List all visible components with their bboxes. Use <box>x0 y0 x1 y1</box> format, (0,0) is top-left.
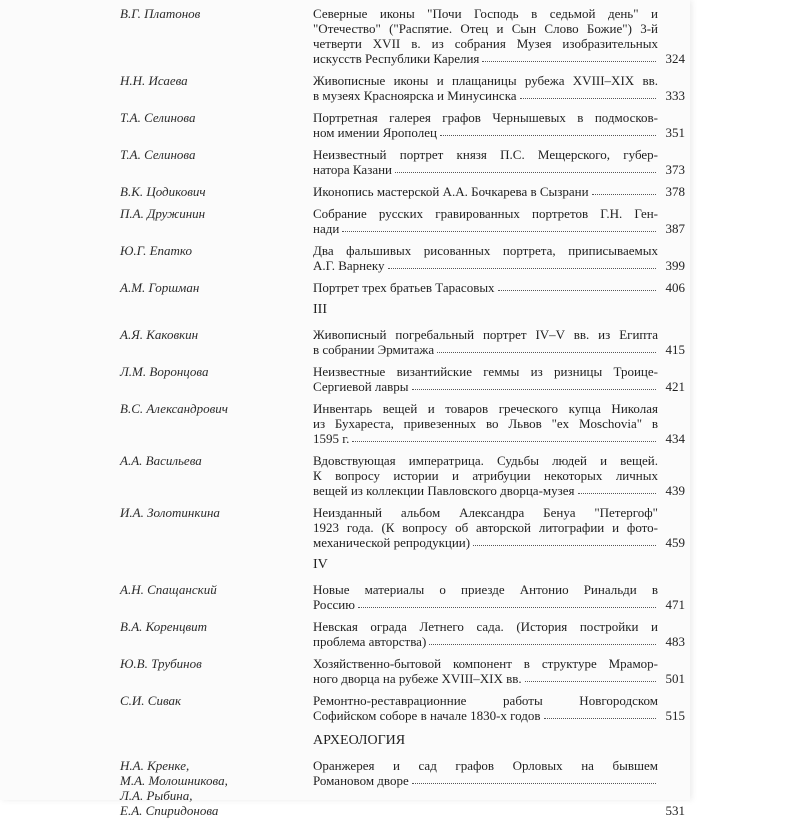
title-last-line <box>313 51 658 66</box>
title-line: 1595 г. <box>313 431 350 446</box>
page-number: 351 <box>665 125 685 140</box>
title-line: А.Г. Варнеку <box>313 258 385 273</box>
title-line: Портретная галерея графов Чернышевых в подмосков- <box>313 110 658 125</box>
title-last-line <box>313 280 658 295</box>
title-last-line <box>313 597 658 612</box>
author-name: В.С. Александрович <box>120 401 228 416</box>
author-name: С.И. Сивак <box>120 693 182 708</box>
toc-entry-title <box>313 327 658 357</box>
author-name: Ю.Г. Епатко <box>120 243 193 258</box>
toc-entry[interactable] <box>120 582 685 612</box>
dot-leader <box>473 545 656 546</box>
author-name: А.М. Горшман <box>120 280 200 295</box>
title-last-line <box>313 671 658 686</box>
page-number: 415 <box>665 342 685 357</box>
toc-entry-title <box>313 401 658 446</box>
dot-leader <box>388 268 657 269</box>
page-number: 378 <box>665 184 685 199</box>
title-line: Живописные иконы и плащаницы рубежа XVIII–XIX вв. <box>313 73 658 88</box>
toc-entry[interactable] <box>120 110 685 140</box>
dot-leader <box>578 493 656 494</box>
page-number: 324 <box>665 51 685 66</box>
author-name: А.Н. Спащанский <box>120 582 217 597</box>
title-line: Неизвестный портрет князя П.С. Мещерского, губер- <box>313 147 658 162</box>
dot-leader <box>429 644 656 645</box>
page-number: 483 <box>665 634 685 649</box>
toc-entry-title <box>313 184 658 199</box>
dot-leader <box>520 98 656 99</box>
toc-entry[interactable] <box>120 280 685 295</box>
page-number: 387 <box>665 221 685 236</box>
title-last-line <box>313 634 658 649</box>
title-line: "Отечество" ("Распятие. Отец и Сын Слово Божие") 3-й <box>313 21 658 36</box>
author-name: Н.А. Кренке, <box>120 758 190 773</box>
title-line: в собрании Эрмитажа <box>313 342 435 357</box>
page-number: 373 <box>665 162 685 177</box>
page-number: 459 <box>665 535 685 550</box>
toc-entry-authors <box>120 619 313 649</box>
author-name: Е.А. Спиридонова <box>120 803 219 818</box>
toc-entry[interactable] <box>120 147 685 177</box>
title-line: Иконопись мастерской А.А. Бочкарева в Сызрани <box>313 184 589 199</box>
toc-entry[interactable] <box>120 619 685 649</box>
title-line: в музеях Красноярска и Минусинска <box>313 88 517 103</box>
section-heading: АРХЕОЛОГИЯ <box>313 733 406 748</box>
toc-entry-authors <box>120 758 313 818</box>
title-last-line <box>313 88 658 103</box>
dot-leader <box>592 194 656 195</box>
toc-entry-authors <box>120 147 313 177</box>
author-name: Л.М. Воронцова <box>120 364 209 379</box>
toc-entry[interactable] <box>120 327 685 357</box>
toc-entry[interactable] <box>120 243 685 273</box>
section-heading: IV <box>313 557 328 572</box>
page-number: 515 <box>665 708 685 723</box>
title-line: Новые материалы о приезде Антонио Ринальди в <box>313 582 658 597</box>
toc-entry-authors <box>120 243 313 273</box>
dot-leader <box>412 389 656 390</box>
toc-entry-authors <box>120 693 313 723</box>
toc-entry-title <box>313 619 658 649</box>
title-line: Портрет трех братьев Тарасовых <box>313 280 495 295</box>
toc-entry-authors <box>120 184 313 199</box>
title-last-line <box>313 483 658 498</box>
page-number: 434 <box>665 431 685 446</box>
title-last-line <box>313 258 658 273</box>
section-heading: III <box>313 302 327 317</box>
toc-entry-title <box>313 206 658 236</box>
title-last-line <box>313 184 658 199</box>
toc-entry-authors <box>120 110 313 140</box>
page-number: 406 <box>665 280 685 295</box>
toc-entry-authors <box>120 364 313 394</box>
toc-entry[interactable] <box>120 758 685 818</box>
author-name: И.А. Золотинкина <box>120 505 220 520</box>
title-line: ного дворца на рубеже XVIII–XIX вв. <box>313 671 522 686</box>
dot-leader <box>525 681 656 682</box>
page-number: 333 <box>665 88 685 103</box>
dot-leader <box>395 172 656 173</box>
title-last-line <box>313 125 658 140</box>
title-last-line <box>313 379 658 394</box>
title-line: вещей из коллекции Павловского дворца-музея <box>313 483 575 498</box>
title-line: механической репродукции) <box>313 535 471 550</box>
title-line: Романовом дворе <box>313 773 409 788</box>
title-line: Невская ограда Летнего сада. (История постройки и <box>313 619 658 634</box>
author-name: А.А. Васильева <box>120 453 202 468</box>
author-name: В.К. Цодикович <box>120 184 206 199</box>
table-of-contents <box>120 6 685 825</box>
title-last-line <box>313 708 658 723</box>
title-last-line <box>313 342 658 357</box>
toc-entry[interactable] <box>120 364 685 394</box>
title-line: четверти XVII в. из собрания Музея изобразительных <box>313 36 658 51</box>
toc-entry[interactable] <box>120 693 685 723</box>
title-last-line <box>313 221 658 236</box>
title-last-line <box>313 162 658 177</box>
page-number: 471 <box>665 597 685 612</box>
dot-leader <box>440 135 656 136</box>
title-line: Ремонтно-реставрационние работы Новгородском <box>313 693 658 708</box>
author-name: М.А. Молошникова, <box>120 773 228 788</box>
dot-leader <box>342 231 656 232</box>
dot-leader <box>358 607 656 608</box>
toc-entry-authors <box>120 327 313 357</box>
toc-entry-title <box>313 73 658 103</box>
title-line: Собрание русских гравированных портретов Г.Н. Ген- <box>313 206 658 221</box>
toc-entry-authors <box>120 505 313 550</box>
toc-entry-authors <box>120 453 313 498</box>
toc-entry-title <box>313 453 658 498</box>
author-name: В.А. Коренцвит <box>120 619 208 634</box>
page-number: 501 <box>665 671 685 686</box>
title-line: из Бухареста, привезенных во Львов "ex Moschovia" в <box>313 416 658 431</box>
title-line: 1923 года. (К вопросу об авторской литографии и фото- <box>313 520 658 535</box>
title-line: Софийском соборе в начале 1830-х годов <box>313 708 541 723</box>
author-name: Ю.В. Трубинов <box>120 656 202 671</box>
dot-leader <box>544 718 656 719</box>
toc-entry-title <box>313 243 658 273</box>
toc-entry-title <box>313 656 658 686</box>
toc-entry-title <box>313 582 658 612</box>
toc-entry-title <box>313 147 658 177</box>
toc-entry-title <box>313 110 658 140</box>
title-line: Инвентарь вещей и товаров греческого купца Николая <box>313 401 658 416</box>
author-name: Т.А. Селинова <box>120 147 196 162</box>
dot-leader <box>482 61 656 62</box>
toc-entry[interactable] <box>120 73 685 103</box>
author-name: В.Г. Платонов <box>120 6 201 21</box>
title-line: искусств Республики Карелия <box>313 51 480 66</box>
toc-entry-authors <box>120 401 313 446</box>
title-last-line <box>313 773 658 788</box>
toc-entry[interactable] <box>120 656 685 686</box>
author-name: П.А. Дружинин <box>120 206 206 221</box>
title-line: Хозяйственно-бытовой компонент в структуре Мрамор- <box>313 656 658 671</box>
title-line: Два фальшивых рисованных портрета, приписываемых <box>313 243 658 258</box>
title-line: Сергиевой лавры <box>313 379 409 394</box>
author-name: Л.А. Рыбина, <box>120 788 193 803</box>
title-line: Северные иконы "Почи Господь в седьмой день" и <box>313 6 658 21</box>
toc-entry[interactable] <box>120 453 685 498</box>
author-name: Н.Н. Исаева <box>120 73 188 88</box>
title-line: Неизданный альбом Александра Бенуа "Петергоф" <box>313 505 658 520</box>
toc-entry-title <box>313 693 658 723</box>
title-line: Неизвестные византийские геммы из ризницы Троице- <box>313 364 658 379</box>
dot-leader <box>352 441 656 442</box>
toc-entry[interactable] <box>120 6 685 66</box>
toc-entry-authors <box>120 73 313 103</box>
toc-entry[interactable] <box>120 505 685 550</box>
title-line: проблема авторства) <box>313 634 427 649</box>
page-number: 421 <box>665 379 685 394</box>
title-line: Оранжерея и сад графов Орловых на бывшем <box>313 758 658 773</box>
title-line: Живописный погребальный портрет IV–V вв. из Египта <box>313 327 658 342</box>
dot-leader <box>437 352 656 353</box>
page-number: 399 <box>665 258 685 273</box>
title-line: нади <box>313 221 340 236</box>
toc-entry-authors <box>120 656 313 686</box>
dot-leader <box>412 783 656 784</box>
toc-entry[interactable] <box>120 206 685 236</box>
toc-entry-authors <box>120 206 313 236</box>
toc-entry-title <box>313 758 658 818</box>
toc-entry-authors <box>120 582 313 612</box>
title-line: Россию <box>313 597 355 612</box>
toc-entry[interactable] <box>120 184 685 199</box>
page-number: 439 <box>665 483 685 498</box>
toc-entry-authors <box>120 6 313 66</box>
toc-entry-title <box>313 6 658 66</box>
title-line: Вдовствующая императрица. Судьбы людей и вещей. <box>313 453 658 468</box>
author-name: Т.А. Селинова <box>120 110 196 125</box>
dot-leader <box>498 290 656 291</box>
toc-entry-title <box>313 505 658 550</box>
title-last-line <box>313 431 658 446</box>
title-line: натора Казани <box>313 162 393 177</box>
title-last-line <box>313 535 658 550</box>
title-line: ном имении Ярополец <box>313 125 437 140</box>
toc-entry-title <box>313 364 658 394</box>
toc-entry-authors <box>120 280 313 295</box>
toc-entry-title <box>313 280 658 295</box>
toc-entry[interactable] <box>120 401 685 446</box>
author-name: А.Я. Каковкин <box>120 327 199 342</box>
page-number: 531 <box>665 803 685 818</box>
title-line: К вопросу истории и атрибуции некоторых личных <box>313 468 658 483</box>
